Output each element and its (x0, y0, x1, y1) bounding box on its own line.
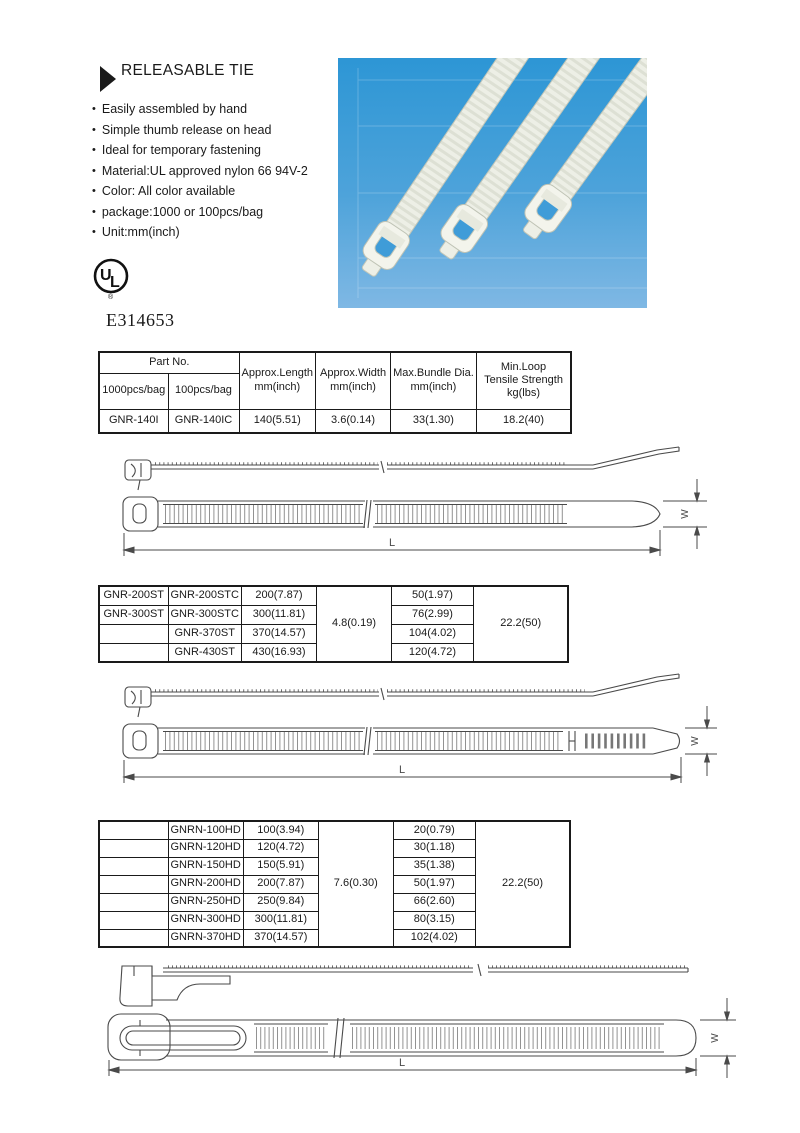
registered-mark: ® (108, 294, 114, 300)
col-header-1000pcs: 1000pcs/bag (99, 373, 168, 409)
technical-drawing-gnr-i (95, 438, 735, 563)
cell-width-shared: 7.6(0.30) (318, 821, 393, 947)
feature-item: • Material:UL approved nylon 66 94V-2 (92, 162, 308, 183)
cell-bundle: 102(4.02) (393, 929, 475, 947)
cell-length: 300(11.81) (241, 605, 316, 624)
cell-part-100: GNRN-300HD (168, 911, 243, 929)
cell-bundle: 33(1.30) (391, 409, 477, 433)
tie-side-view (125, 447, 679, 490)
cell-part-100: GNRN-370HD (168, 929, 243, 947)
cell-length: 370(14.57) (243, 929, 318, 947)
technical-drawing-gnr-st (95, 665, 735, 790)
tie-side-view (125, 674, 679, 717)
cell-strength-shared: 22.2(50) (475, 821, 570, 947)
cell-part-1000 (99, 893, 168, 911)
technical-drawing-gnrn-hd (88, 958, 748, 1080)
cable-ties-photo-art (338, 58, 647, 308)
cell-length: 140(5.51) (239, 409, 316, 433)
width-dimension (700, 998, 736, 1078)
spec-table-gnrn-hd (98, 820, 571, 948)
length-label: L (388, 537, 396, 549)
table-row (99, 821, 570, 839)
cell-part-1000 (99, 929, 168, 947)
cell-length: 120(4.72) (243, 839, 318, 857)
cell-length: 200(7.87) (243, 875, 318, 893)
width-label: W (710, 1033, 721, 1043)
cell-bundle: 80(3.15) (393, 911, 475, 929)
header-line: mm(inch) (330, 380, 376, 393)
cell-part-100: GNR-300STC (168, 605, 241, 624)
cell-length: 200(7.87) (241, 586, 316, 605)
cell-length: 250(9.84) (243, 893, 318, 911)
tie-top-view (108, 1014, 696, 1060)
page-title: RELEASABLE TIE (121, 62, 255, 79)
header-line: Approx.Width (320, 367, 387, 380)
feature-item: • Color: All color available (92, 182, 308, 203)
cell-part-100: GNRN-250HD (168, 893, 243, 911)
cell-bundle: 50(1.97) (391, 586, 473, 605)
cell-part-100: GNRN-100HD (168, 821, 243, 839)
col-header-part-no: Part No. (99, 352, 239, 373)
tie-side-view (120, 964, 688, 1006)
title-arrow-icon (100, 66, 116, 92)
col-header-100pcs: 100pcs/bag (168, 373, 239, 409)
cell-part-100: GNRN-150HD (168, 857, 243, 875)
cell-width-shared: 4.8(0.19) (316, 586, 391, 662)
feature-item: • package:1000 or 100pcs/bag (92, 203, 308, 224)
col-header-width (316, 352, 391, 409)
cell-part-1000 (99, 624, 168, 643)
cell-bundle: 76(2.99) (391, 605, 473, 624)
width-label: W (680, 509, 691, 519)
header-line: Min.Loop (500, 360, 547, 373)
cell-strength: 18.2(40) (476, 409, 571, 433)
length-label: L (398, 1057, 406, 1069)
table-header-row (99, 352, 571, 373)
cell-part-100: GNR-430ST (168, 643, 241, 662)
table-row (99, 409, 571, 433)
cell-part-1000 (99, 821, 168, 839)
length-label: L (398, 764, 406, 776)
cell-length: 370(14.57) (241, 624, 316, 643)
cell-bundle: 120(4.72) (391, 643, 473, 662)
cell-length: 150(5.91) (243, 857, 318, 875)
cell-part-1000: GNR-140I (99, 409, 168, 433)
cell-part-100: GNRN-200HD (168, 875, 243, 893)
cell-part-1000 (99, 839, 168, 857)
col-header-length (239, 352, 316, 409)
ul-file-number: E314653 (106, 310, 175, 330)
width-dimension (685, 706, 717, 776)
cell-part-1000 (99, 875, 168, 893)
width-dimension (663, 479, 707, 549)
spec-table-gnr140 (98, 351, 572, 434)
cell-bundle: 20(0.79) (393, 821, 475, 839)
cell-length: 300(11.81) (243, 911, 318, 929)
ul-logo-icon (91, 256, 133, 300)
length-dimension (124, 530, 660, 556)
feature-item: • Simple thumb release on head (92, 121, 308, 142)
cell-part-1000: GNR-300ST (99, 605, 168, 624)
feature-item: • Unit:mm(inch) (92, 223, 308, 244)
table-row (99, 586, 568, 605)
cell-part-100: GNR-370ST (168, 624, 241, 643)
col-header-bundle (391, 352, 477, 409)
cell-part-100: GNRN-120HD (168, 839, 243, 857)
col-header-loop-strength (476, 352, 571, 409)
cell-bundle: 30(1.18) (393, 839, 475, 857)
feature-item: • Ideal for temporary fastening (92, 141, 308, 162)
cell-length: 430(16.93) (241, 643, 316, 662)
cell-part-1000 (99, 911, 168, 929)
cell-bundle: 50(1.97) (393, 875, 475, 893)
width-label: W (690, 736, 701, 746)
header-line: Approx.Length (241, 367, 314, 380)
feature-item: • Easily assembled by hand (92, 100, 308, 121)
length-dimension (109, 1057, 696, 1076)
length-dimension (124, 757, 681, 783)
cell-part-100: GNR-140IC (168, 409, 239, 433)
cell-part-1000 (99, 857, 168, 875)
cell-bundle: 66(2.60) (393, 893, 475, 911)
cell-bundle: 104(4.02) (391, 624, 473, 643)
header-line: Tensile Strength (484, 374, 563, 387)
ul-letter-u: U (100, 267, 112, 284)
cell-part-100: GNR-200STC (168, 586, 241, 605)
tie-top-view (123, 497, 660, 531)
ul-letter-l: L (110, 274, 120, 291)
feature-list (92, 100, 308, 244)
header-line: kg(lbs) (507, 387, 541, 400)
cell-part-1000 (99, 643, 168, 662)
header-line: mm(inch) (410, 380, 457, 393)
product-photo (338, 58, 647, 308)
cell-bundle: 35(1.38) (393, 857, 475, 875)
tie-top-view (123, 724, 680, 758)
cell-part-1000: GNR-200ST (99, 586, 168, 605)
header-line: Max.Bundle Dia. (393, 367, 474, 380)
spec-table-gnr-st (98, 585, 569, 663)
cell-length: 100(3.94) (243, 821, 318, 839)
cell-width: 3.6(0.14) (316, 409, 391, 433)
header-line: mm(inch) (254, 380, 301, 393)
cell-strength-shared: 22.2(50) (473, 586, 568, 662)
